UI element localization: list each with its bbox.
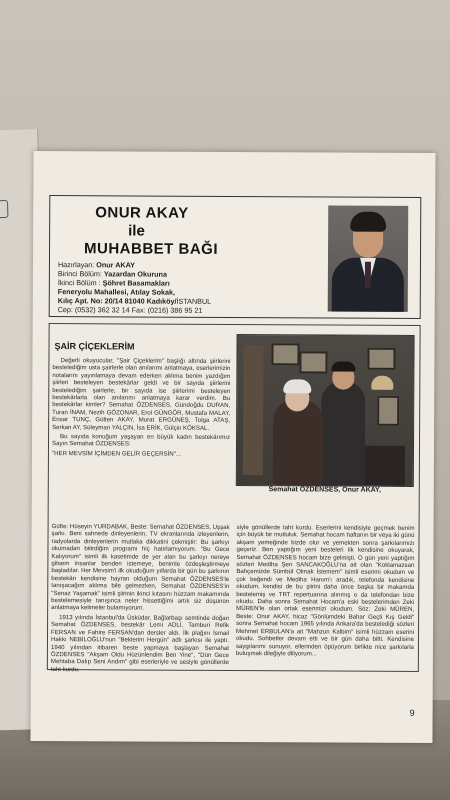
title-line-1: ONUR AKAY	[95, 204, 189, 222]
page-number: 9	[409, 707, 415, 718]
info-line: Kılıç Apt. No: 20/14 81040 Kadıköy/İSTANBUL	[57, 296, 212, 306]
info-line: Hazırlayan: Onur AKAY	[57, 260, 135, 270]
info-line: Feneryolu Mahallesi, Atılay Sokak,	[57, 287, 176, 297]
header-box	[49, 195, 422, 319]
title-line-2: ile	[128, 222, 145, 240]
info-line: Birinci Bölüm: Yazardan Okuruna	[57, 269, 167, 279]
author-portrait	[328, 205, 409, 311]
paragraph: Bu sayıda konuğum yaşayan en büyük kadın bestekârımız Sayın Semahat ÖZDENSES:	[51, 433, 231, 448]
paragraph: Değerli okuyucular, "Şair Çiçeklerim" başlığı altında şiirlerini bestelediğim usta şairlerle olan anılarımı anlatmaya, eserlerimizin notalarını yayınlamaya devam ederken aklıma benim yazdığım şiirleri besteleyen bestekârlar geldi ve bir sayıda şiirlerini bestelediğim şairlerle, bir sayıda ise şiirlerimi besteleyen bestekârlarla olan anılarımı anlatmaya karar verdim. Bu bestekârlar kimler? Semahat ÖZDENSES, Gündoğdu DURAN, Turan İNAM, Nezih GÖZONAR, Erol GÜNGÖR, Mustafa MALAY, Ensar TUNÇ, Gülten AKAY, Murat ERGÜNEŞ, Tolga ATAŞ, Serkan AY, Süleyman YALÇIN, İsa ERİK, Gülçin KÖKSAL.	[52, 357, 231, 432]
body-column-right	[236, 524, 415, 660]
title-line-3: MUHABBET BAĞI	[83, 240, 219, 258]
paragraph: "HER MEVSİM İÇİMDEN GELİR GEÇERSİN"...	[51, 449, 181, 458]
magazine-page	[30, 151, 435, 743]
duo-photo	[236, 334, 415, 487]
doodle-icon	[0, 200, 8, 218]
info-line: İkinci Bölüm : Şöhret Basamakları	[57, 278, 170, 288]
photo-caption: Semahat ÖZDENSES, Onur AKAY,	[268, 486, 381, 494]
intro-column	[52, 357, 231, 460]
body-column-left	[51, 523, 230, 676]
paragraph: Güfte: Hüseyin YURDABAK, Beste: Semahat ÖZDENSES, Uşşak şarkı. Beni sahnede dinleyenlerin, TV ekranlarında izleyenlerin, radyolarda dinleyenlerin mutlaka dikkatini çekmiştir: Bu şarkıyı okumadan bitirdiğim programı hiç hatırlamıyorum. "Bu Gece Kalıyorum" isimli ilk kasetimde de yer alan bu şarkıyı nereye gitsem insanlar benden istemeye, benimle özdeşleştirmeye başladılar. Her Mevsim'i ilk okuduğum yıllarda bir gün bu şarkının bestekârı kendisine hayran olduğum Semahat ÖZDENSES'le tanışacağım aklıma bile gelmezken, Semahat ÖZDENSES'in "Senaz Yaşamak" isimli şiirinin ikinci kıtasını hüzzam makamında bestelemesiyle tanışınca neler hissettiğimi artık siz düşünün anlatmaya kelimeler bulamıyorum.	[51, 523, 230, 613]
info-line: Cep: (0532) 362 32 14 Fax: (0216) 386 95 21	[57, 305, 203, 315]
paragraph: siyle gönüllerde taht kurdu. Eserlerini kendisiyle geçmek benim için büyük bir mutluluk. Semahat hocam haftanın bir veya iki günü akşam yemeğinde bizde olur ve yemekten sonra şarkılarımızı geçeriz. Ben yaptığım yeni besteleri ilk kendisine okuyarak, Semahat ÖZDENSES hocam bize gelmişti. O gün yeni yaptığım sözleri Mediha Şen SANCAKOĞLU'na ait olan "Koklamazsan Bahçemizde Sümbül Olmak İstemem" isimli eserimi okudum ve çok beğendi ve Mediha Hanım'ı aradık, telefonda kendisine okudum, kendisi de bu şiirini daha önce başka bir makamda bestelemiş ve TRT repertuarına alınmış o da telefondan bize okudu. Daha sonra Semahat Hocam'a eski bestelerimden Zeki MÜREN'le olan ortak eserimizi okudum. Söz: Zeki MÜREN, Beste: Onur AKAY, hicaz "Gönlümdeki Bahar Geçti Kış Geldi" sonra Semahat hocam 1965 yılında Ankara'da bestelediği sözleri Mehmet ERBULAN'a ait "Mahzun Kalbim" isimli hüzzam eserini okudu. Sohbetler devam etti ve bir gün daha bitti. Kendisine saygılarımı sunuyor, ellerinden öpüyorum birlikte nice şarkılarla buluşmak dileğiyle diliyorum...	[235, 524, 415, 658]
section-title: ŞAİR ÇİÇEKLERİM	[54, 341, 135, 352]
paragraph: 1913 yılında İstanbul'da Üsküdar, Bağlarbaşı semtinde doğan Semahat ÖZDENSES, bestekâr Lemi ADLİ, Tamburi Refik FERSAN ve Fahire FERSAN'dan dersler aldı. İlk plağını İsmail Hakkı NEBİLOĞLU'nun "Beklerim Hergün" adlı şarkısı ile yaptı. 1940 yılından itibaren beste yapmaya başlayan Semahat ÖZDENSES "Akşam Oldu Hüzünlendim Ben Yine", "Dün Gece Mehtaba Dalıp Seni Andım" gibi eserleriyle ve sesiyle gönüllerde taht kurdu.	[50, 613, 230, 673]
